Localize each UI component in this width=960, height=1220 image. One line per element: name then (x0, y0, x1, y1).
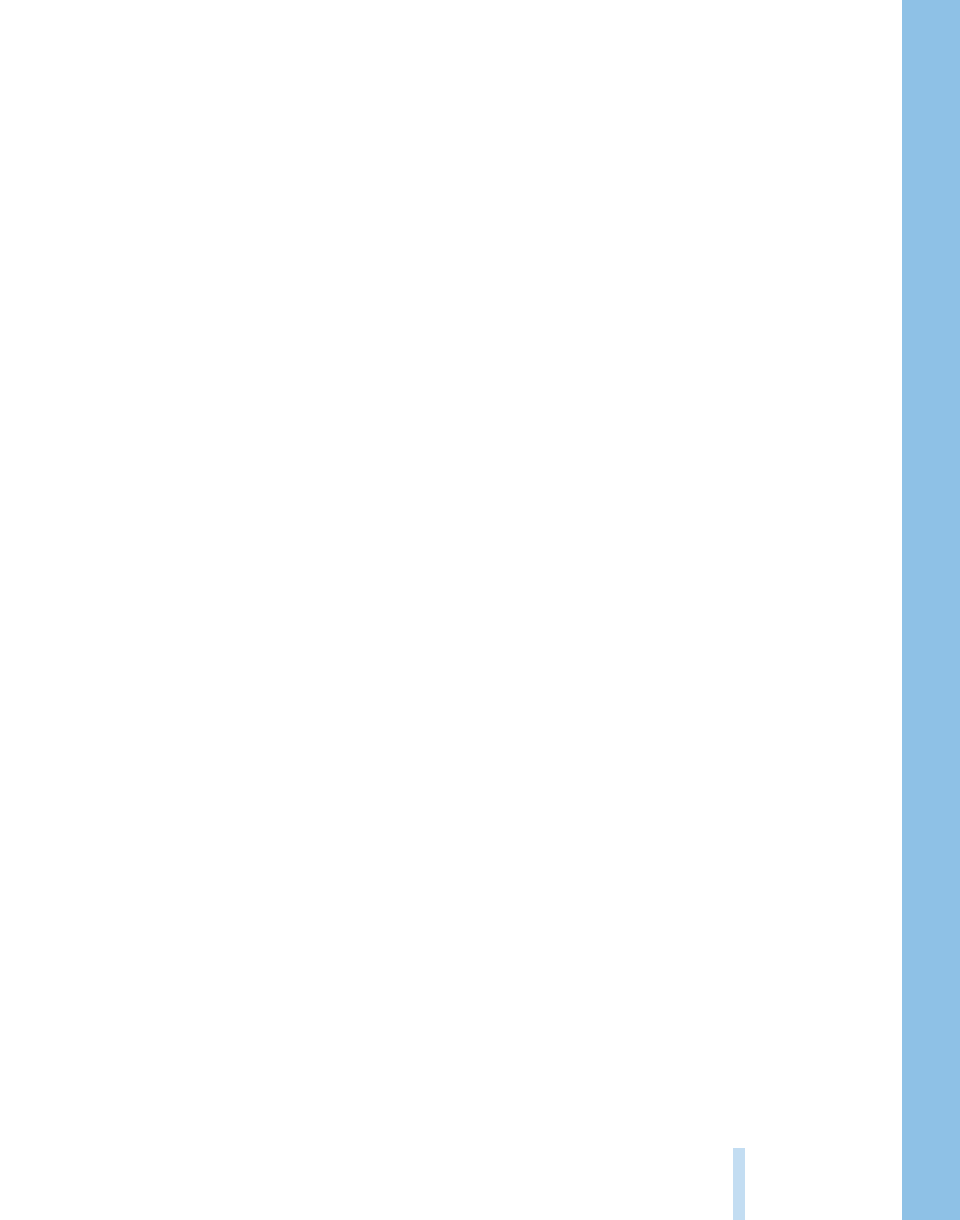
page-number-bar (733, 1148, 745, 1220)
chapter-sidebar (902, 0, 960, 1220)
index-column-1 (88, 39, 328, 59)
